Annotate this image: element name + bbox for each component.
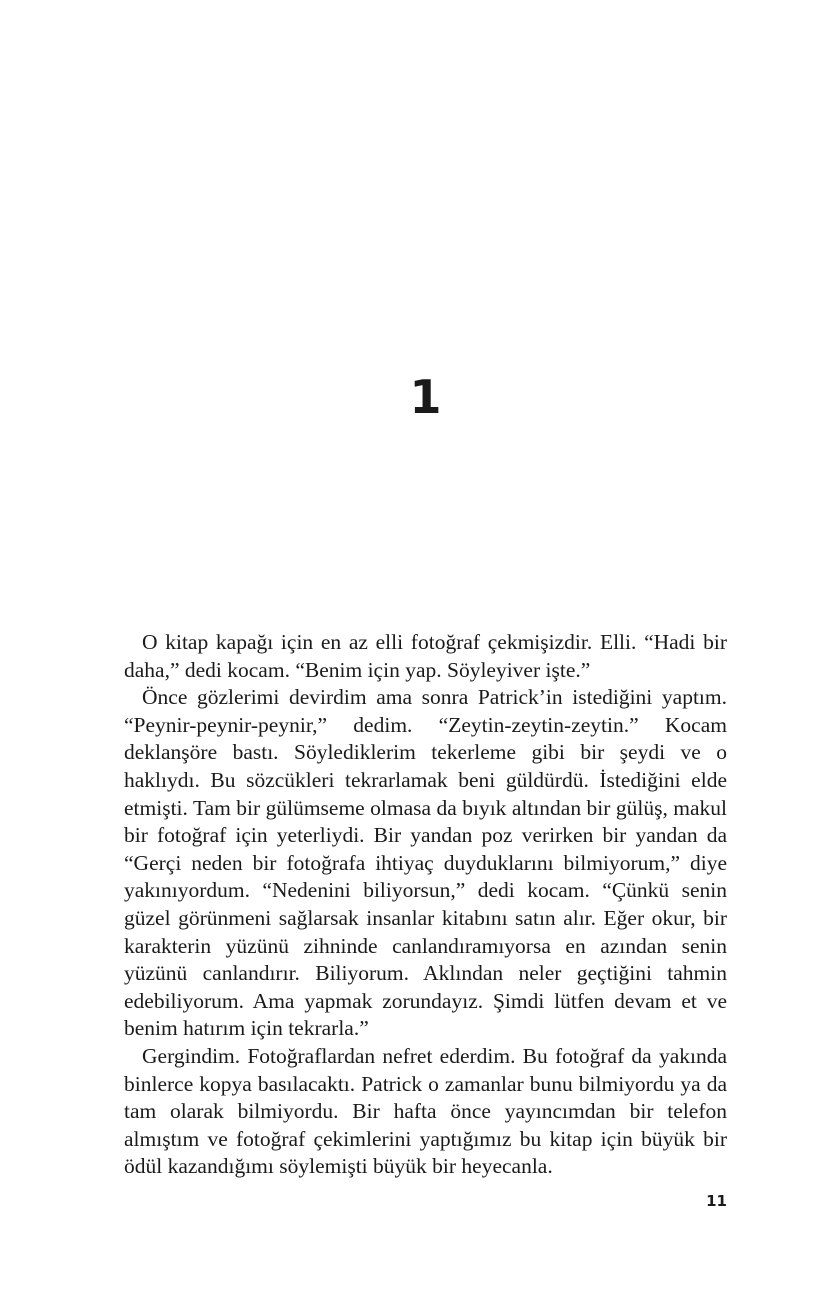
- paragraph-1: O kitap kapağı için en az elli fotoğraf çekmişizdir. Elli. “Hadi bir daha,” dedi kocam. “Benim için yap. Söyleyiver işte.”: [124, 630, 727, 682]
- chapter-body: [124, 629, 727, 1181]
- paragraph-3: Gergindim. Fotoğraflardan nefret ederdim. Bu fotoğraf da yakında binlerce kopya basılacaktı. Patrick o zamanlar bunu bilmiyordu ya da tam olarak bilmiyordu. Bir hafta önce yayıncımdan bir telefon almıştım ve fotoğraf çekimlerini yaptığımız bu kitap için büyük bir ödül kazandığımı söylemişti büyük bir heyecanla.: [124, 1043, 727, 1179]
- paragraph-2: Önce gözlerimi devirdim ama sonra Patrick’in istediğini yaptım. “Peynir-peynir-peynir,” dedim. “Zeytin-zeytin-zeytin.” Kocam deklanşöre bastı. Söylediklerim tekerleme gibi bir şeydi ve o haklıydı. Bu sözcükleri tekrarlamak beni güldürdü. İstediğini elde etmişti. Tam bir gülümseme olmasa da bıyık altından bir gülüş, makul bir fotoğraf için yeterliydi. Bir yandan poz verirken bir yandan da “Gerçi neden bir fotoğrafa ihtiyaç duyduklarını bilmiyorum,” diye yakınıyordum. “Nedenini biliyorsun,” dedi kocam. “Çünkü senin güzel görünmeni sağlarsak insanlar kitabını satın alır. Eğer okur, bir karakterin yüzünü zihninde canlandıramıyorsa en azından senin yüzünü canlandırır. Biliyorum. Aklından neler geçtiğini tahmin edebiliyorum. Ama yapmak zorundayız. Şimdi lütfen devam et ve benim hatırım için tekrarla.”: [124, 685, 727, 1041]
- page-number: 11: [706, 1192, 727, 1210]
- chapter-number: 1: [409, 370, 441, 424]
